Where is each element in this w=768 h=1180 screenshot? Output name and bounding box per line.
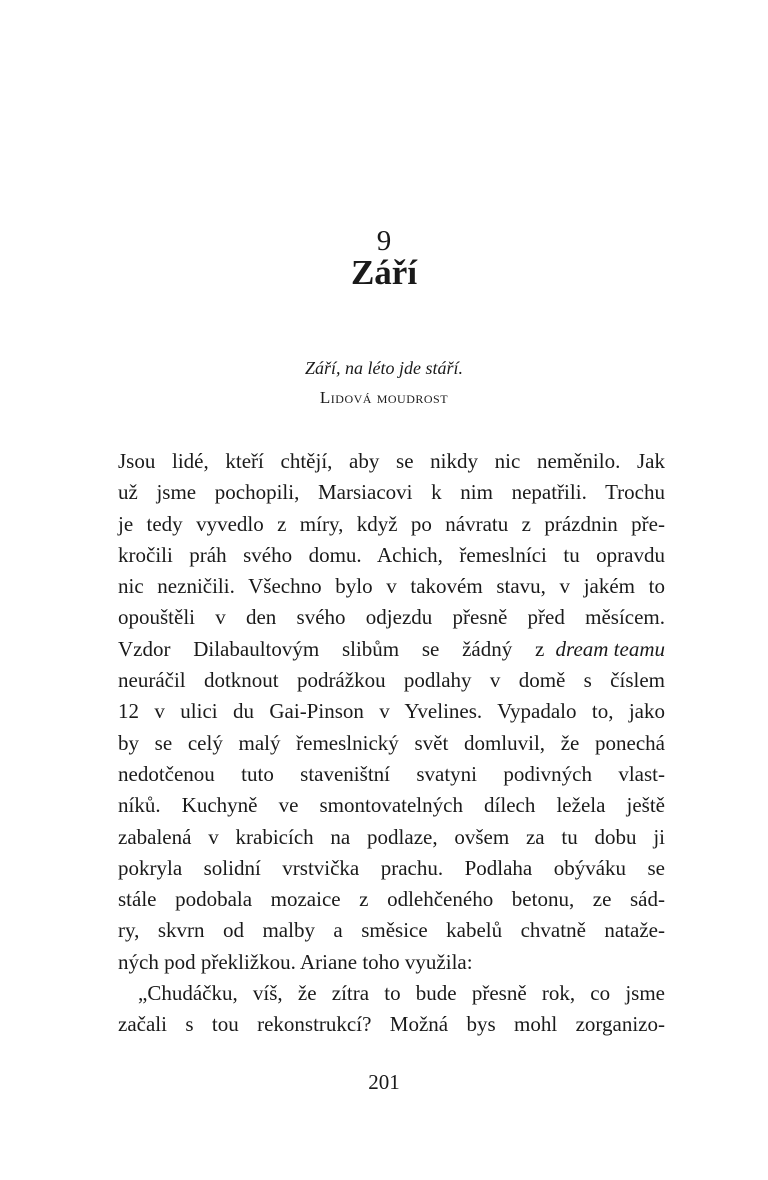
text-line: Jsou lidé, kteří chtějí, aby se nikdy nic neměnilo. Jak	[118, 449, 665, 473]
text-line: už jsme pochopili, Marsiacovi k nim nepatřili. Trochu	[118, 480, 665, 505]
chapter-title: Září	[350, 253, 418, 292]
text-line: „Chudáčku, víš, že zítra to bude přesně rok, co jsme	[138, 981, 665, 1006]
text-line: neuráčil dotknout podrážkou podlahy v domě s číslem	[118, 668, 665, 693]
text-line: nic nezničili. Všechno bylo v takovém stavu, v jakém to	[118, 574, 665, 599]
text-line: kročili práh svého domu. Achich, řemeslníci tu opravdu	[118, 542, 665, 567]
text-line: by se celý malý řemeslnický svět domluvil, že ponechá	[118, 730, 665, 755]
text-line: opouštěli v den svého odjezdu přesně před měsícem.	[118, 605, 665, 630]
page-number: 201	[368, 1070, 400, 1094]
chapter-number: 9	[376, 225, 392, 257]
body-text	[118, 446, 665, 1041]
text-line: zabalená v krabicích na podlaze, ovšem za tu dobu ji	[118, 824, 665, 849]
italic-phrase: dream teamu	[555, 636, 665, 661]
text-line: pokryla solidní vrstvička prachu. Podlaha obýváku se	[118, 855, 665, 880]
text-segment: Vzdor Dilabaultovým slibům se žádný z	[118, 636, 550, 661]
text-line: nedotčenou tuto staveništní svatyni podivných vlast-	[118, 761, 665, 786]
text-line	[118, 634, 665, 665]
epigraph: Září, na léto jde stáří.	[304, 358, 463, 378]
text-line: je tedy vyvedlo z míry, když po návratu z prázdnin pře-	[118, 511, 665, 536]
text-line: stále podobala mozaice z odlehčeného betonu, ze sád-	[118, 887, 665, 912]
epigraph-source: Lidová moudrost	[319, 388, 449, 407]
text-line: ry, skvrn od malby a směsice kabelů chvatně nataže-	[118, 918, 665, 943]
text-line: níků. Kuchyně ve smontovatelných dílech ležela ještě	[118, 793, 665, 818]
text-line: ných pod překližkou. Ariane toho využila:	[118, 949, 473, 974]
text-line: 12 v ulici du Gai-Pinson v Yvelines. Vypadalo to, jako	[118, 699, 665, 724]
text-line: začali s tou rekonstrukcí? Možná bys mohl zorganizo-	[118, 1012, 665, 1037]
